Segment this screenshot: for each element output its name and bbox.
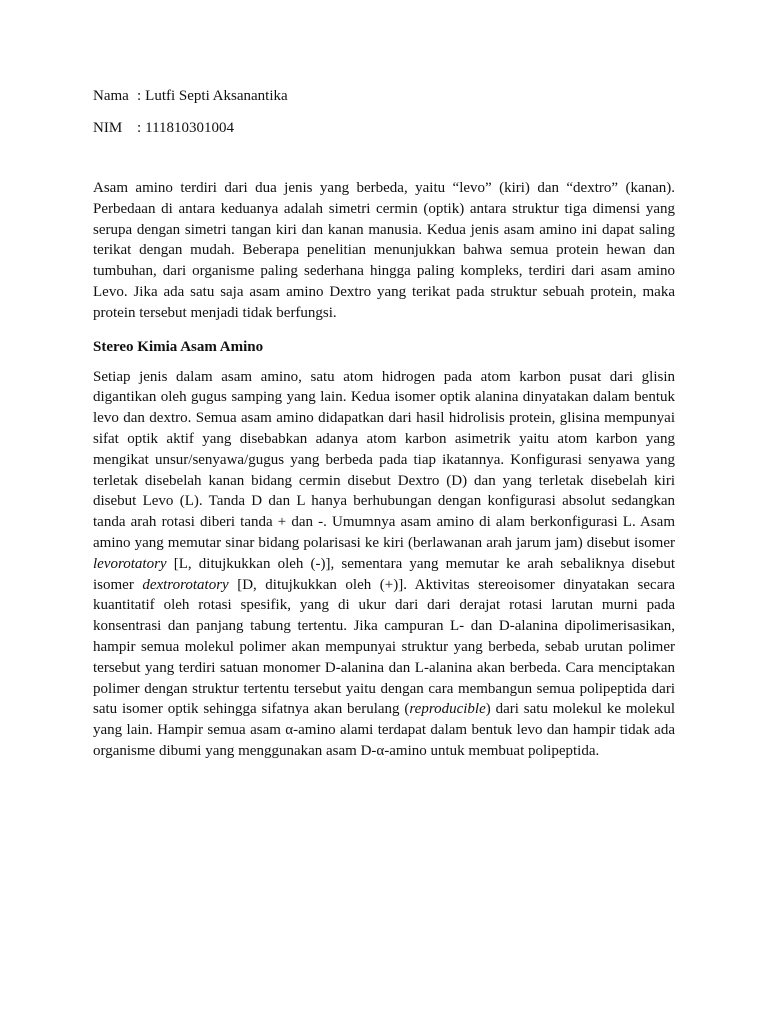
body-text-part-1: Setiap jenis dalam asam amino, satu atom hidrogen pada atom karbon pusat dari glisin digantikan oleh gugus samping yang lain. Kedua isomer optik alanina dinyatakan dalam bentuk levo dan dextro. Semua asam amino didapatkan dari hasil hidrolisis protein, glisina mempunyai sifat optik aktif yang disebabkan adanya atom karbon asimetrik yaitu atom karbon yang mengikat unsur/senyawa/gugus yang berbeda pada tiap ikatannya. Konfigurasi senyawa yang terletak disebelah kanan bidang cermin disebut Dextro (D) dan yang terletak disebelah kiri disebut Levo (L). Tanda D dan L hanya berhubungan dengan konfigurasi absolut sedangkan tanda arah rotasi diberi tanda + dan -. Umumnya asam amino di alam berkonfigurasi L. Asam amino yang memutar sinar bidang polarisasi ke kiri (berlawanan arah jarum jam) disebut isomer bbox=[93, 368, 675, 551]
body-paragraph bbox=[93, 367, 675, 762]
body-text-part-4: ) dari satu molekul ke molekul yang lain. Hampir semua asam α-amino alami terdapat dalam bentuk levo dan hampir tidak ada organisme dibumi yang menggunakan asam D-α-amino untuk membuat polipeptida. bbox=[93, 701, 675, 759]
nim-separator: : bbox=[137, 120, 142, 136]
body-text-part-2: [L, ditujkukkan oleh (-)], sementara yang memutar ke arah sebaliknya disebut isomer bbox=[93, 555, 675, 593]
dextrorotatory-term: dextrorotatory bbox=[142, 576, 229, 593]
nim-value: 111810301004 bbox=[145, 120, 235, 136]
document-page bbox=[93, 86, 675, 762]
intro-paragraph: Asam amino terdiri dari dua jenis yang berbeda, yaitu “levo” (kiri) dan “dextro” (kanan). Perbedaan di antara keduanya adalah simetri cermin (optik) antara struktur tiga dimensi yang serupa dengan simetri tangan kiri dan kanan manusia. Kedua jenis asam amino ini dapat saling terikat dengan mudah. Beberapa penelitian menunjukkan bahwa semua protein hewan dan tumbuhan, dari organisme paling sederhana hingga paling kompleks, terdiri dari asam amino Levo. Jika ada satu saja asam amino Dextro yang terikat pada struktur sebuah protein, maka protein tersebut menjadi tidak berfungsi. bbox=[93, 180, 675, 321]
body-text-part-3: [D, ditujkukkan oleh (+)]. Aktivitas stereoisomer dinyatakan secara kuantitatif oleh rotasi spesifik, yang di ukur dari dari derajat rotasi larutan murni pada konsentrasi dan panjang tabung tertentu. Jika campuran L- dan D-alanina dipolimerisasikan, hampir semua molekul polimer akan mempunyai struktur yang berbeda, sebab urutan polimer tersebut yang terdiri satuan monomer D-alanina dan L-alanina akan berbeda. Cara menciptakan polimer dengan struktur tertentu tersebut yaitu dengan cara membangun semua polipeptida dari satu isomer optik sehingga sifatnya akan berulang ( bbox=[93, 576, 676, 718]
section-heading: Stereo Kimia Asam Amino bbox=[93, 338, 264, 355]
name-separator: : bbox=[137, 88, 142, 104]
name-row bbox=[93, 86, 675, 106]
nim-label: NIM bbox=[93, 120, 123, 136]
reproducible-term: reproducible bbox=[409, 701, 486, 718]
nim-row bbox=[93, 118, 675, 138]
name-value: Lutfi Septi Aksanantika bbox=[145, 88, 288, 104]
levorotatory-term: levorotatory bbox=[93, 555, 167, 572]
name-label: Nama bbox=[93, 88, 129, 104]
